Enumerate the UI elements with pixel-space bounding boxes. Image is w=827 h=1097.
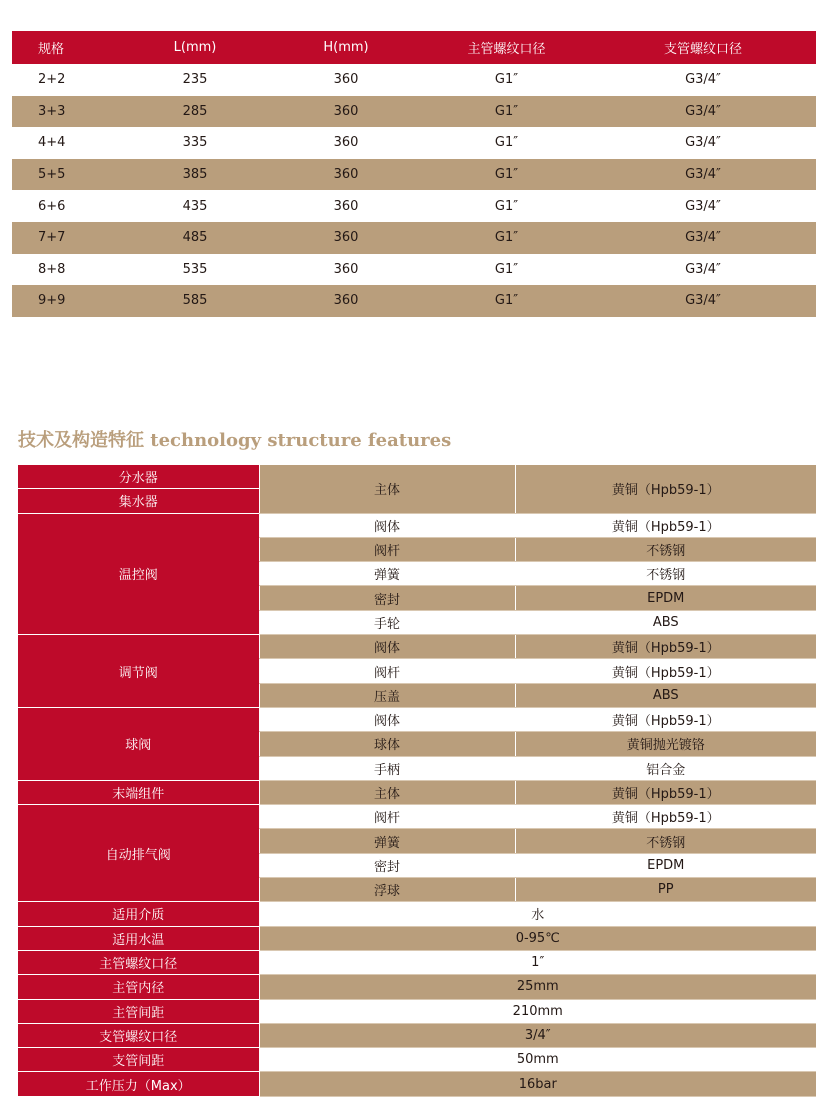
table-cell: G1″ [423, 222, 590, 254]
header-branch-thread: 支管螺纹口径 [590, 31, 816, 64]
table-cell: G1″ [423, 159, 590, 191]
part-cell: 压盖 [259, 683, 515, 707]
material-cell: EPDM [515, 853, 816, 877]
material-cell: 不锈钢 [515, 829, 816, 853]
material-cell: 不锈钢 [515, 562, 816, 586]
material-cell: 黄铜（Hpb59-1） [515, 805, 816, 829]
param-label: 适用介质 [18, 902, 259, 926]
section-title: 技术及构造特征 technology structure features [18, 430, 452, 451]
material-cell: 铝合金 [515, 756, 816, 780]
part-cell: 弹簧 [259, 829, 515, 853]
table-row [18, 926, 816, 950]
table-row [18, 513, 816, 537]
header-main-thread: 主管螺纹口径 [423, 31, 590, 64]
part-cell: 密封 [259, 853, 515, 877]
table-cell: G1″ [494, 135, 519, 151]
material-cell: 黄铜（Hpb59-1） [515, 465, 816, 513]
part-cell: 密封 [259, 586, 515, 610]
category-cell: 分水器 [18, 465, 259, 489]
spec-header-row [12, 31, 816, 64]
table-row [18, 999, 816, 1023]
table-row [12, 64, 816, 96]
table-cell: 6+6 [38, 198, 66, 214]
category-cell: 温控阀 [18, 513, 259, 634]
table-cell: G3/4″ [685, 72, 721, 88]
table-cell: 5+5 [12, 159, 121, 191]
header-height: H(mm) [269, 31, 423, 64]
part-cell: 阀体 [259, 635, 515, 659]
table-row [18, 950, 816, 974]
table-cell: G3/4″ [685, 261, 721, 277]
table-row [18, 805, 816, 829]
material-cell: ABS [515, 683, 816, 707]
table-row [18, 465, 816, 489]
param-value: 50mm [259, 1048, 816, 1072]
table-row [12, 222, 816, 254]
table-row [12, 159, 816, 191]
part-cell: 球体 [259, 732, 515, 756]
material-cell: 黄铜抛光镀铬 [515, 732, 816, 756]
table-cell: 360 [269, 96, 423, 128]
param-value: 1″ [259, 950, 816, 974]
part-cell: 主体 [259, 780, 515, 804]
category-cell: 球阀 [18, 707, 259, 780]
material-cell: 黄铜（Hpb59-1） [515, 780, 816, 804]
material-cell: PP [515, 878, 816, 902]
category-cell: 集水器 [18, 489, 259, 513]
table-cell: 360 [333, 198, 359, 214]
table-cell: 4+4 [38, 135, 66, 151]
table-row [18, 1023, 816, 1047]
table-cell: G1″ [423, 285, 590, 317]
table-row [12, 127, 816, 159]
table-cell: 385 [121, 159, 269, 191]
param-label: 支管间距 [18, 1048, 259, 1072]
part-cell: 阀杆 [259, 537, 515, 561]
table-row [18, 707, 816, 731]
tech-table [18, 465, 816, 1097]
table-row [12, 285, 816, 317]
table-cell: G1″ [494, 198, 519, 214]
table-cell: G3/4″ [590, 222, 816, 254]
table-cell: 3+3 [12, 96, 121, 128]
table-cell: 9+9 [12, 285, 121, 317]
param-label: 主管螺纹口径 [18, 950, 259, 974]
material-cell: 黄铜（Hpb59-1） [515, 513, 816, 537]
table-cell: G3/4″ [590, 96, 816, 128]
table-cell: 585 [121, 285, 269, 317]
header-length: L(mm) [121, 31, 269, 64]
param-label: 适用水温 [18, 926, 259, 950]
param-value: 25mm [259, 975, 816, 999]
part-cell: 阀杆 [259, 805, 515, 829]
category-cell: 调节阀 [18, 635, 259, 708]
part-cell: 阀杆 [259, 659, 515, 683]
param-label: 主管内径 [18, 975, 259, 999]
table-cell: 285 [121, 96, 269, 128]
table-row [18, 902, 816, 926]
table-cell: 435 [182, 198, 208, 214]
material-cell: 黄铜（Hpb59-1） [515, 635, 816, 659]
table-cell: 235 [182, 72, 208, 88]
table-row [12, 254, 816, 286]
category-cell: 自动排气阀 [18, 805, 259, 902]
table-cell: 360 [333, 72, 359, 88]
table-row [12, 190, 816, 222]
table-row [12, 96, 816, 128]
table-cell: 360 [269, 222, 423, 254]
table-cell: G3/4″ [590, 159, 816, 191]
material-cell: 黄铜（Hpb59-1） [515, 659, 816, 683]
table-cell: 7+7 [12, 222, 121, 254]
part-cell: 主体 [259, 465, 515, 513]
table-row [18, 1072, 816, 1096]
table-cell: G3/4″ [685, 135, 721, 151]
param-value: 16bar [259, 1072, 816, 1096]
table-row [18, 1048, 816, 1072]
param-label: 主管间距 [18, 999, 259, 1023]
material-cell: EPDM [515, 586, 816, 610]
table-cell: G1″ [494, 261, 519, 277]
param-value: 0-95℃ [259, 926, 816, 950]
param-value: 水 [259, 902, 816, 926]
table-cell: 360 [333, 135, 359, 151]
param-value: 3/4″ [259, 1023, 816, 1047]
table-row [18, 780, 816, 804]
table-cell: 360 [269, 285, 423, 317]
table-cell: 2+2 [38, 72, 66, 88]
table-cell: 360 [269, 159, 423, 191]
part-cell: 弹簧 [259, 562, 515, 586]
part-cell: 阀体 [259, 707, 515, 731]
table-cell: 335 [182, 135, 208, 151]
header-spec: 规格 [12, 31, 121, 64]
material-cell: ABS [515, 610, 816, 634]
spec-table [12, 31, 816, 317]
param-value: 210mm [259, 999, 816, 1023]
param-label: 工作压力（Max） [18, 1072, 259, 1096]
param-label: 支管螺纹口径 [18, 1023, 259, 1047]
table-row [18, 975, 816, 999]
table-row [18, 635, 816, 659]
table-cell: G3/4″ [685, 198, 721, 214]
table-cell: G1″ [423, 96, 590, 128]
material-cell: 不锈钢 [515, 537, 816, 561]
part-cell: 阀体 [259, 513, 515, 537]
material-cell: 黄铜（Hpb59-1） [515, 707, 816, 731]
table-cell: 360 [333, 261, 359, 277]
part-cell: 手轮 [259, 610, 515, 634]
part-cell: 浮球 [259, 878, 515, 902]
table-cell: G3/4″ [590, 285, 816, 317]
table-cell: 8+8 [38, 261, 66, 277]
part-cell: 手柄 [259, 756, 515, 780]
table-cell: 485 [121, 222, 269, 254]
table-cell: 535 [182, 261, 208, 277]
category-cell: 末端组件 [18, 780, 259, 804]
table-cell: G1″ [494, 72, 519, 88]
